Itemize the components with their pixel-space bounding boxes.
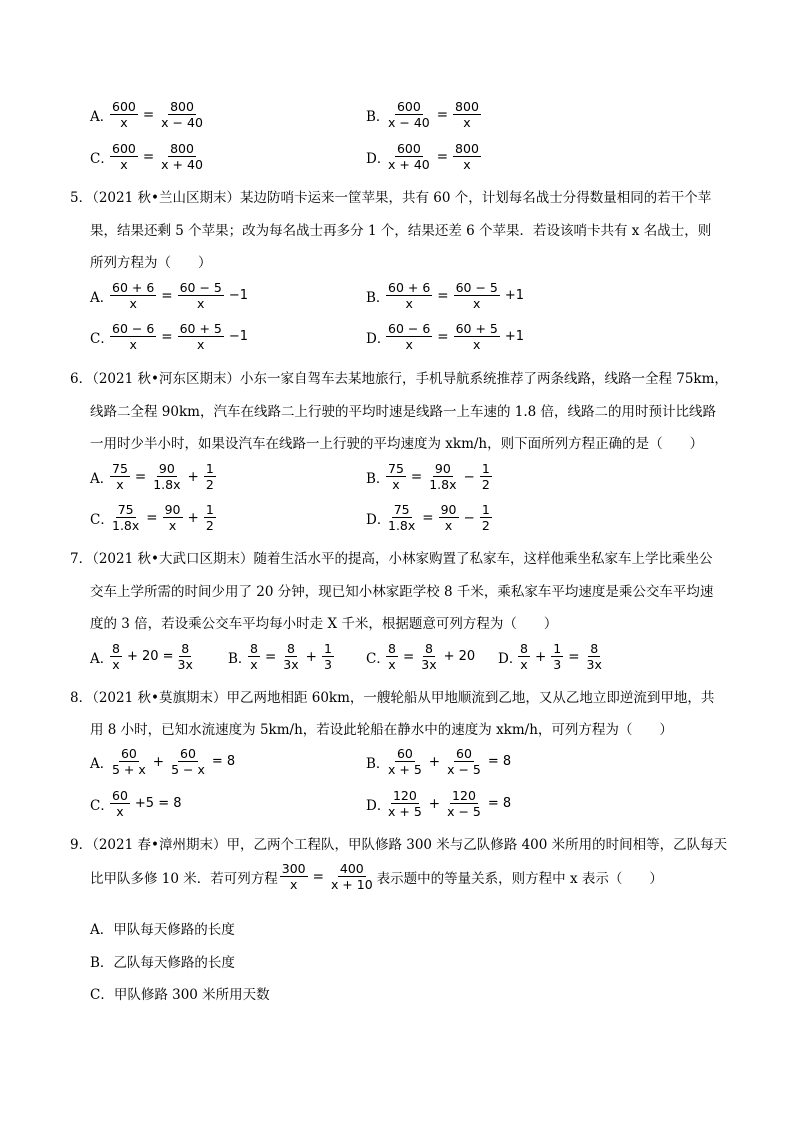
fraction: $\frac{400}{x + 10}$ bbox=[330, 861, 373, 892]
q7-text-line-3: 度的 3 倍，若设乘公交车平均每小时走 X 千米，根据题意可列方程为（ ） bbox=[90, 616, 558, 632]
q9-text-line-2: 比甲队多修 10 米．若可列方程 $\frac{300}{x}$ = $\frac{400}{x + 10}$ 表示题中的等量关系，则方程中 x 表示（ ） bbox=[90, 861, 663, 892]
q5-option-a: A． $\frac{60 + 6}{x}$ = $\frac{60 - 5}{x}$ −1 bbox=[90, 280, 249, 311]
q4-option-a: A． $\frac{600}{x}$ = $\frac{800}{x - 40}$ bbox=[90, 99, 203, 130]
q4-option-d: D． $\frac{600}{x + 40}$ = $\frac{800}{x}$ bbox=[366, 141, 479, 172]
q6-text-line-1: 6．（2021 秋•河东区期末）小东一家自驾车去某地旅行，手机导航系统推荐了两条线路，线路一全程 75km， bbox=[70, 371, 728, 387]
q5-option-c: C． $\frac{60 - 6}{x}$ = $\frac{60 + 5}{x}$ −1 bbox=[90, 321, 249, 352]
q5-option-b: B． $\frac{60 + 6}{x}$ = $\frac{60 - 5}{x}$ +1 bbox=[366, 280, 525, 311]
fraction: $\frac{1}{3}$ bbox=[553, 641, 562, 672]
q6-text-line-2: 线路二全程 90km，汽车在线路二上行驶的平均时速是线路一上车速的 1.8 倍，线路二的用时预计比线路 bbox=[90, 404, 717, 420]
fraction: $\frac{1}{3}$ bbox=[323, 641, 332, 672]
fraction: $\frac{60}{x - 5}$ bbox=[447, 746, 481, 777]
q9-text-line-1: 9．（2021 春•漳州期末）甲，乙两个工程队，甲队修路 300 米与乙队修路 400 米所用的时间相等，乙队每天 bbox=[70, 837, 728, 853]
fraction: $\frac{90}{1.8x}$ bbox=[153, 461, 181, 492]
q5-text-line-2: 果，结果还剩 5 个苹果；改为每名战士再多分 1 个，结果还差 6 个苹果．若设该哨卡共有 x 名战士，则 bbox=[90, 223, 712, 239]
fraction: $\frac{8}{x}$ bbox=[112, 641, 120, 672]
fraction: $\frac{800}{x}$ bbox=[455, 99, 479, 130]
fraction: $\frac{1}{2}$ bbox=[481, 502, 490, 533]
q6-text-line-3: 一用时少半小时，如果设汽车在线路一上行驶的平均速度为 xkm/h，则下面所列方程正确的是（ ） bbox=[90, 436, 704, 452]
q6-option-c: C． $\frac{75}{1.8x}$ = $\frac{90}{x}$ + $\frac{1}{2}$ bbox=[90, 502, 214, 533]
fraction: $\frac{8}{x}$ bbox=[388, 641, 396, 672]
fraction: $\frac{300}{x}$ bbox=[281, 861, 306, 892]
fraction: $\frac{800}{x - 40}$ bbox=[161, 99, 203, 130]
fraction: $\frac{8}{3x}$ bbox=[586, 641, 602, 672]
fraction: $\frac{60 + 6}{x}$ bbox=[112, 280, 155, 311]
fraction: $\frac{90}{x}$ bbox=[440, 502, 457, 533]
q7-option-d: D． $\frac{8}{x}$ + $\frac{1}{3}$ = $\frac{8}{3x}$ bbox=[498, 641, 602, 672]
q7-text-line-2: 交车上学所需的时间少用了 20 分钟，现已知小林家距学校 8 千米，乘私家车平均速度是乘公交车平均速 bbox=[90, 584, 714, 600]
fraction: $\frac{60 - 6}{x}$ bbox=[388, 321, 431, 352]
q7-option-a: A． $\frac{8}{x}$ + 20 = $\frac{8}{3x}$ bbox=[90, 641, 193, 672]
fraction: $\frac{1}{2}$ bbox=[205, 502, 214, 533]
q7-text-line-1: 7．（2021 秋•大武口区期末）随着生活水平的提高，小林家购置了私家车，这样他乘坐私家车上学比乘坐公 bbox=[70, 551, 713, 567]
fraction: $\frac{60}{x + 5}$ bbox=[388, 746, 422, 777]
q8-text-line-2: 用 8 小时，已知水流速度为 5km/h，若设此轮船在静水中的速度为 xkm/h，可列方程为（ ） bbox=[90, 722, 673, 738]
fraction: $\frac{60}{5 - x}$ bbox=[171, 746, 205, 777]
fraction: $\frac{75}{x}$ bbox=[388, 461, 404, 492]
q6-option-a: A． $\frac{75}{x}$ = $\frac{90}{1.8x}$ + $\frac{1}{2}$ bbox=[90, 461, 214, 492]
fraction: $\frac{60 + 6}{x}$ bbox=[388, 280, 431, 311]
fraction: $\frac{600}{x - 40}$ bbox=[388, 99, 430, 130]
fraction: $\frac{90}{1.8x}$ bbox=[429, 461, 457, 492]
q5-option-d: D． $\frac{60 - 6}{x}$ = $\frac{60 + 5}{x}$ +1 bbox=[366, 321, 525, 352]
fraction: $\frac{75}{x}$ bbox=[112, 461, 128, 492]
fraction: $\frac{75}{1.8x}$ bbox=[388, 502, 416, 533]
q6-option-d: D． $\frac{75}{1.8x}$ = $\frac{90}{x}$ − $\frac{1}{2}$ bbox=[366, 502, 490, 533]
fraction: $\frac{60 + 5}{x}$ bbox=[455, 321, 498, 352]
q6-option-b: B． $\frac{75}{x}$ = $\frac{90}{1.8x}$ − $\frac{1}{2}$ bbox=[366, 461, 490, 492]
fraction: $\frac{800}{x + 40}$ bbox=[161, 141, 203, 172]
q7-option-c: C． $\frac{8}{x}$ = $\frac{8}{3x}$ + 20 bbox=[366, 641, 476, 672]
q9-option-b: B．乙队每天修路的长度 bbox=[90, 955, 235, 971]
fraction: $\frac{8}{3x}$ bbox=[421, 641, 437, 672]
q5-text-line-3: 所列方程为（ ） bbox=[90, 255, 212, 271]
fraction: $\frac{600}{x}$ bbox=[112, 141, 136, 172]
q8-option-b: B． $\frac{60}{x + 5}$ + $\frac{60}{x - 5}$ = 8 bbox=[366, 746, 512, 777]
fraction: $\frac{8}{x}$ bbox=[250, 641, 258, 672]
fraction: $\frac{8}{3x}$ bbox=[283, 641, 299, 672]
fraction: $\frac{800}{x}$ bbox=[455, 141, 479, 172]
q4-option-b: B． $\frac{600}{x - 40}$ = $\frac{800}{x}$ bbox=[366, 99, 479, 130]
q8-option-a: A． $\frac{60}{5 + x}$ + $\frac{60}{5 - x}$ = 8 bbox=[90, 746, 236, 777]
q9-option-a: A．甲队每天修路的长度 bbox=[90, 922, 235, 938]
fraction: $\frac{60}{x}$ bbox=[112, 788, 128, 819]
fraction: $\frac{60 - 6}{x}$ bbox=[112, 321, 155, 352]
q5-text-line-1: 5．（2021 秋•兰山区期末）某边防哨卡运来一筐苹果，共有 60 个，计划每名战士分得数量相同的若干个苹 bbox=[70, 190, 712, 206]
fraction: $\frac{8}{3x}$ bbox=[177, 641, 193, 672]
fraction: $\frac{8}{x}$ bbox=[520, 641, 528, 672]
q8-option-c: C． $\frac{60}{x}$ +5 = 8 bbox=[90, 788, 182, 819]
fraction: $\frac{120}{x - 5}$ bbox=[447, 788, 481, 819]
fraction: $\frac{90}{x}$ bbox=[164, 502, 181, 533]
fraction: $\frac{60 - 5}{x}$ bbox=[455, 280, 498, 311]
fraction: $\frac{75}{1.8x}$ bbox=[112, 502, 140, 533]
q8-text-line-1: 8．（2021 秋•莫旗期末）甲乙两地相距 60km，一艘轮船从甲地顺流到乙地，又从乙地立即逆流到甲地，共 bbox=[70, 690, 715, 706]
fraction: $\frac{60 - 5}{x}$ bbox=[179, 280, 222, 311]
fraction: $\frac{60 + 5}{x}$ bbox=[179, 321, 222, 352]
fraction: $\frac{1}{2}$ bbox=[481, 461, 490, 492]
fraction: $\frac{1}{2}$ bbox=[205, 461, 214, 492]
q9-option-c: C．甲队修路 300 米所用天数 bbox=[90, 987, 270, 1003]
q7-option-b: B． $\frac{8}{x}$ = $\frac{8}{3x}$ + $\frac{1}{3}$ bbox=[228, 641, 332, 672]
fraction: $\frac{60}{5 + x}$ bbox=[112, 746, 146, 777]
fraction: $\frac{600}{x + 40}$ bbox=[388, 141, 430, 172]
fraction: $\frac{600}{x}$ bbox=[112, 99, 136, 130]
fraction: $\frac{120}{x + 5}$ bbox=[388, 788, 422, 819]
q4-option-c: C． $\frac{600}{x}$ = $\frac{800}{x + 40}$ bbox=[90, 141, 203, 172]
q8-option-d: D． $\frac{120}{x + 5}$ + $\frac{120}{x - 5}$ = 8 bbox=[366, 788, 512, 819]
